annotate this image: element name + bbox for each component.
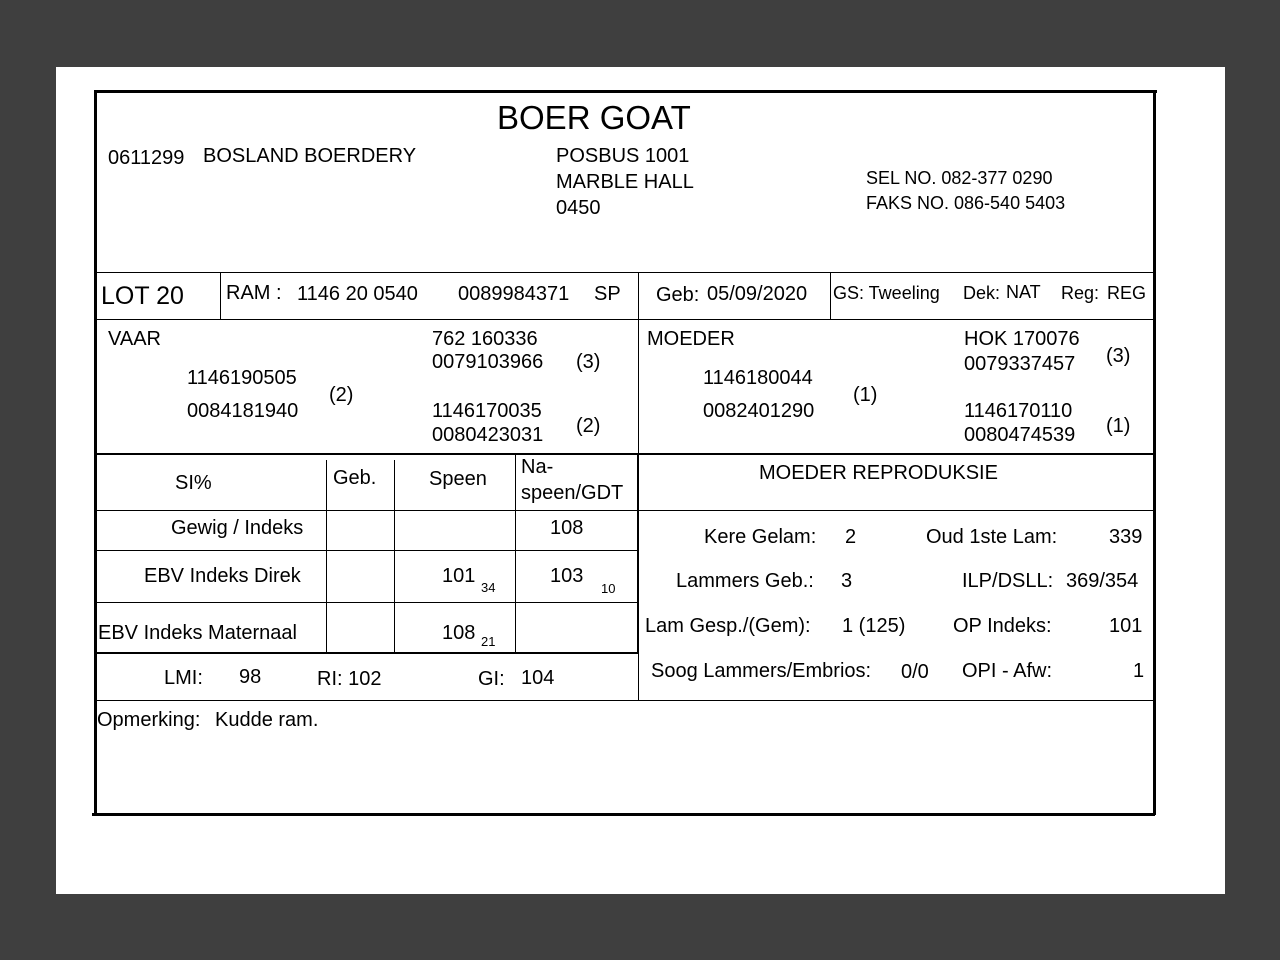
opi-deviation-value: 1	[1133, 660, 1145, 682]
lambs-born-label: Lammers Geb.:	[676, 570, 814, 592]
divider	[830, 272, 831, 319]
birth-status: GS: Tweeling	[833, 283, 940, 303]
ebv-maternal-speen-accuracy: 21	[481, 634, 496, 649]
frame-bottom	[92, 813, 1155, 816]
sire-tag: 0084181940	[187, 400, 299, 422]
naspeen-header-1: Na-	[521, 456, 554, 478]
dam-dam-id: 1146170110	[964, 400, 1073, 422]
bottom-section-top	[96, 700, 1154, 701]
birth-date-label: Geb:	[656, 284, 700, 306]
dam-id: 1146180044	[703, 367, 813, 389]
sire-mark: (2)	[329, 384, 354, 406]
address-line-1: POSBUS 1001	[556, 145, 690, 167]
lmi-label: LMI:	[164, 667, 203, 689]
sire-dam-tag: 0080423031	[432, 424, 544, 446]
lmi-value: 98	[239, 666, 262, 688]
lot-row-bottom	[96, 319, 1154, 320]
cell-number: SEL NO. 082-377 0290	[866, 168, 1053, 188]
ilp-dsll-value: 369/354	[1066, 570, 1139, 592]
opi-deviation-label: OPI - Afw:	[962, 660, 1053, 682]
remarks-text: Kudde ram.	[215, 709, 319, 731]
registration-value: REG	[1107, 283, 1147, 303]
dam-dam-tag: 0080474539	[964, 424, 1076, 446]
remarks-label: Opmerking:	[97, 709, 201, 731]
ebv-direct-speen-accuracy: 34	[481, 580, 496, 595]
age-first-lamb-value: 339	[1109, 526, 1143, 548]
dam-tag: 0082401290	[703, 400, 815, 422]
dam-sire-mark: (3)	[1106, 345, 1131, 367]
breeder-number: 0611299	[108, 147, 185, 169]
divider	[638, 272, 639, 455]
address-line-2: MARBLE HALL	[556, 171, 694, 193]
si-col-line	[515, 455, 516, 652]
gi-value: 104	[521, 667, 555, 689]
mating-value: NAT	[1006, 282, 1041, 302]
sire-id: 1146190505	[187, 367, 297, 389]
speen-header: Speen	[429, 468, 487, 490]
sire-sire-id: 762 160336	[432, 328, 538, 350]
naspeen-header-2: speen/GDT	[521, 482, 624, 504]
lambs-born-value: 3	[841, 570, 853, 592]
sire-sire-tag: 0079103966	[432, 351, 544, 373]
op-index-value: 101	[1109, 615, 1143, 637]
pedigree-bottom	[96, 453, 1154, 455]
si-table-right	[637, 455, 639, 654]
suckled-lambs-value: 0/0	[901, 661, 929, 683]
si-col-line	[326, 460, 327, 652]
dam-reproduction-title: MOEDER REPRODUKSIE	[759, 462, 998, 484]
suckled-lambs-label: Soog Lammers/Embrios:	[651, 660, 872, 682]
weight-naspeen-value: 108	[550, 517, 584, 539]
address-line-3: 0450	[556, 197, 601, 219]
ebv-direct-naspeen-accuracy: 10	[601, 581, 616, 596]
si-row-line	[96, 602, 639, 603]
ram-class: SP	[594, 283, 621, 305]
mating-label: Dek:	[963, 283, 1001, 303]
row-label-weight-index: Gewig / Indeks	[171, 517, 304, 539]
gi-label: GI:	[478, 668, 505, 690]
si-row-line	[96, 550, 639, 551]
ebv-direct-naspeen-value: 103	[550, 565, 584, 587]
si-table-bottom	[96, 652, 639, 654]
sire-label: VAAR	[108, 328, 161, 350]
sire-sire-mark: (3)	[576, 351, 601, 373]
registration-label: Reg:	[1061, 283, 1100, 303]
ram-id: 1146 20 0540	[297, 283, 418, 305]
sire-dam-id: 1146170035	[432, 400, 542, 422]
page-title: BOER GOAT	[497, 99, 691, 136]
frame-top	[94, 90, 1157, 93]
ebv-maternal-speen-value: 108	[442, 622, 476, 644]
ebv-direct-speen-value: 101	[442, 565, 476, 587]
row-label-ebv-direct: EBV Indeks Direk	[144, 565, 301, 587]
si-col-line	[394, 460, 395, 652]
times-lambed-value: 2	[845, 526, 857, 548]
ri-value: RI: 102	[317, 668, 382, 690]
row-label-ebv-maternal: EBV Indeks Maternaal	[98, 622, 297, 644]
si-row-line	[96, 510, 1154, 511]
ram-label: RAM :	[226, 282, 282, 304]
si-header: SI%	[175, 472, 212, 494]
fax-number: FAKS NO. 086-540 5403	[866, 193, 1066, 213]
geb-header: Geb.	[333, 467, 377, 489]
ilp-dsll-label: ILP/DSLL:	[962, 570, 1054, 592]
lambs-weaned-label: Lam Gesp./(Gem):	[645, 615, 811, 637]
lot-row-top	[96, 272, 1154, 273]
dam-dam-mark: (1)	[1106, 415, 1131, 437]
dam-sire-id: HOK 170076	[964, 328, 1080, 350]
lot-number: LOT 20	[101, 282, 184, 310]
divider	[220, 272, 221, 319]
dam-mark: (1)	[853, 384, 878, 406]
section-divider	[638, 654, 639, 700]
dam-label: MOEDER	[647, 328, 735, 350]
age-first-lamb-label: Oud 1ste Lam:	[926, 526, 1058, 548]
times-lambed-label: Kere Gelam:	[704, 526, 817, 548]
op-index-label: OP Indeks:	[953, 615, 1052, 637]
lambs-weaned-value: 1 (125)	[842, 615, 906, 637]
breeder-name: BOSLAND BOERDERY	[203, 145, 417, 167]
ram-tag: 0089984371	[458, 283, 570, 305]
dam-sire-tag: 0079337457	[964, 353, 1076, 375]
sire-dam-mark: (2)	[576, 415, 601, 437]
birth-date: 05/09/2020	[707, 283, 808, 305]
